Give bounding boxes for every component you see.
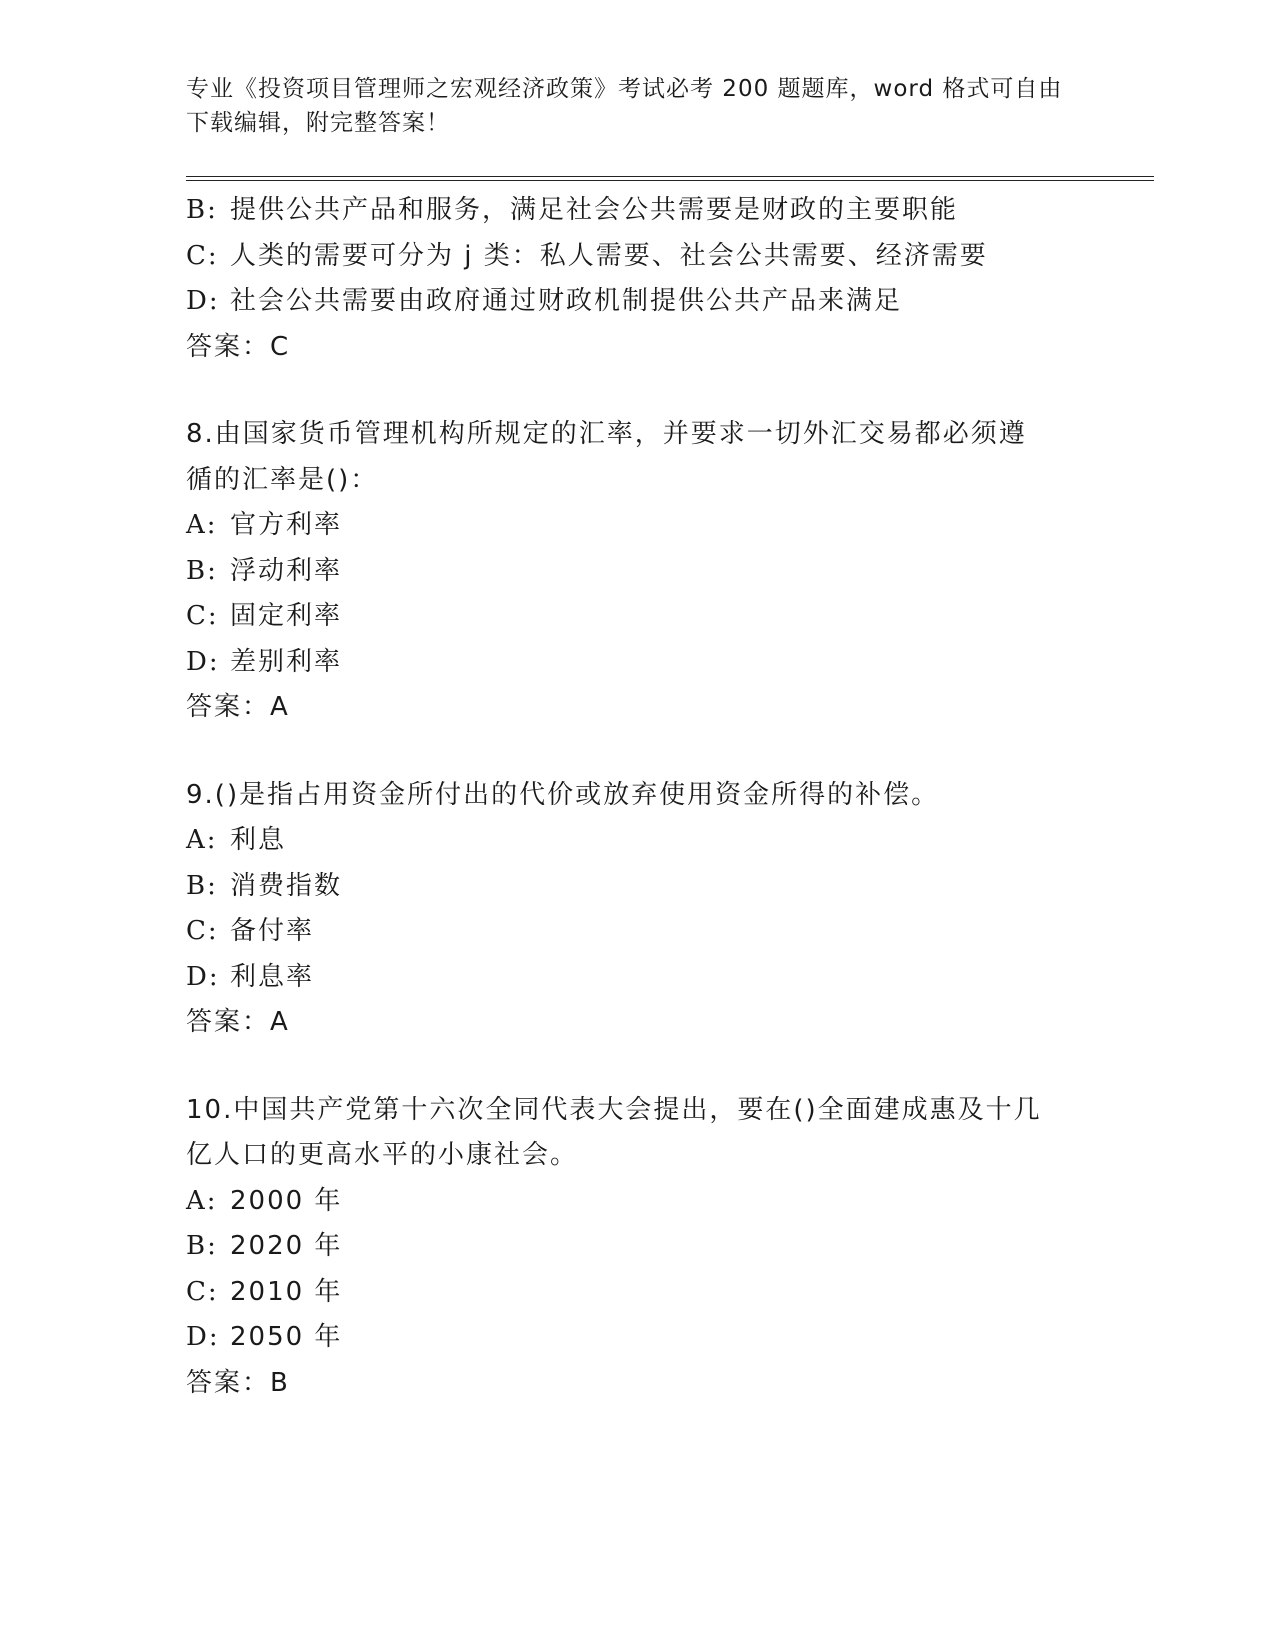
question-gap [186, 370, 1086, 412]
option-text: 2010 年 [230, 1276, 343, 1307]
question-stem-line: 亿人口的更高水平的小康社会。 [186, 1140, 579, 1170]
option-text: 差别利率 [230, 646, 343, 677]
option-text: 浮动利率 [230, 555, 343, 586]
option-text: 2020 年 [230, 1231, 343, 1261]
option-c [186, 909, 1086, 955]
answer-line: 答案：A [186, 692, 290, 722]
option-text: 2050 年 [230, 1322, 343, 1352]
option-a [186, 818, 1086, 864]
option-label: D: [186, 286, 220, 316]
document-header [186, 72, 1066, 140]
question-stem-line: 8.由国家货币管理机构所规定的汇率，并要求一切外汇交易都必须遵 [186, 419, 1027, 449]
option-label: A: [186, 510, 218, 540]
option-label: D: [186, 961, 220, 992]
option-d [186, 955, 1086, 1001]
option-b [186, 1224, 1086, 1270]
option-c [186, 594, 1086, 640]
option-label: B: [186, 870, 218, 901]
answer-line: 答案：B [186, 1367, 290, 1398]
option-label: D: [186, 646, 220, 677]
question-gap [186, 731, 1086, 773]
option-label: A: [186, 825, 218, 855]
option-text: 利息 [230, 825, 287, 855]
option-label: C: [186, 1276, 219, 1307]
question-10 [186, 1088, 1086, 1407]
question-list [186, 188, 1086, 1406]
option-b [186, 549, 1086, 595]
option-b [186, 188, 1086, 234]
question-stem-line: 10.中国共产党第十六次全同代表大会提出，要在()全面建成惠及十几 [186, 1094, 1042, 1125]
question-stem-line: 循的汇率是()： [186, 464, 379, 495]
answer-line: 答案：A [186, 1007, 290, 1037]
option-text: 提供公共产品和服务，满足社会公共需要是财政的主要职能 [230, 195, 959, 225]
header-line-1: 专业《投资项目管理师之宏观经济政策》考试必考 200 题题库，word 格式可自由 [186, 76, 1063, 102]
option-label: B: [186, 1231, 218, 1261]
option-text: 官方利率 [230, 510, 343, 540]
question-gap [186, 1046, 1086, 1088]
header-line-2: 下载编辑，附完整答案！ [186, 110, 450, 136]
option-text: 消费指数 [230, 870, 343, 901]
option-a [186, 503, 1086, 549]
option-text: 利息率 [230, 961, 315, 992]
option-label: A: [186, 1185, 218, 1216]
option-text: 社会公共需要由政府通过财政机制提供公共产品来满足 [230, 286, 903, 316]
option-label: C: [186, 916, 219, 946]
option-c [186, 234, 1086, 280]
option-d [186, 1315, 1086, 1361]
option-label: C: [186, 601, 219, 631]
answer-line: 答案：C [186, 331, 291, 362]
option-text: 2000 年 [230, 1185, 343, 1216]
option-text: 固定利率 [230, 601, 343, 631]
option-d [186, 279, 1086, 325]
previous-question [186, 188, 1086, 370]
question-9 [186, 773, 1086, 1046]
option-c [186, 1270, 1086, 1316]
option-label: B: [186, 195, 218, 225]
header-divider [186, 176, 1154, 181]
option-text: 人类的需要可分为 j 类：私人需要、社会公共需要、经济需要 [230, 240, 988, 271]
option-label: D: [186, 1322, 220, 1352]
option-text: 备付率 [230, 916, 315, 946]
question-8 [186, 412, 1086, 731]
option-a [186, 1179, 1086, 1225]
option-d [186, 640, 1086, 686]
question-stem-line: 9.()是指占用资金所付出的代价或放弃使用资金所得的补偿。 [186, 779, 940, 810]
option-label: C: [186, 240, 219, 271]
option-label: B: [186, 555, 218, 586]
option-b [186, 864, 1086, 910]
